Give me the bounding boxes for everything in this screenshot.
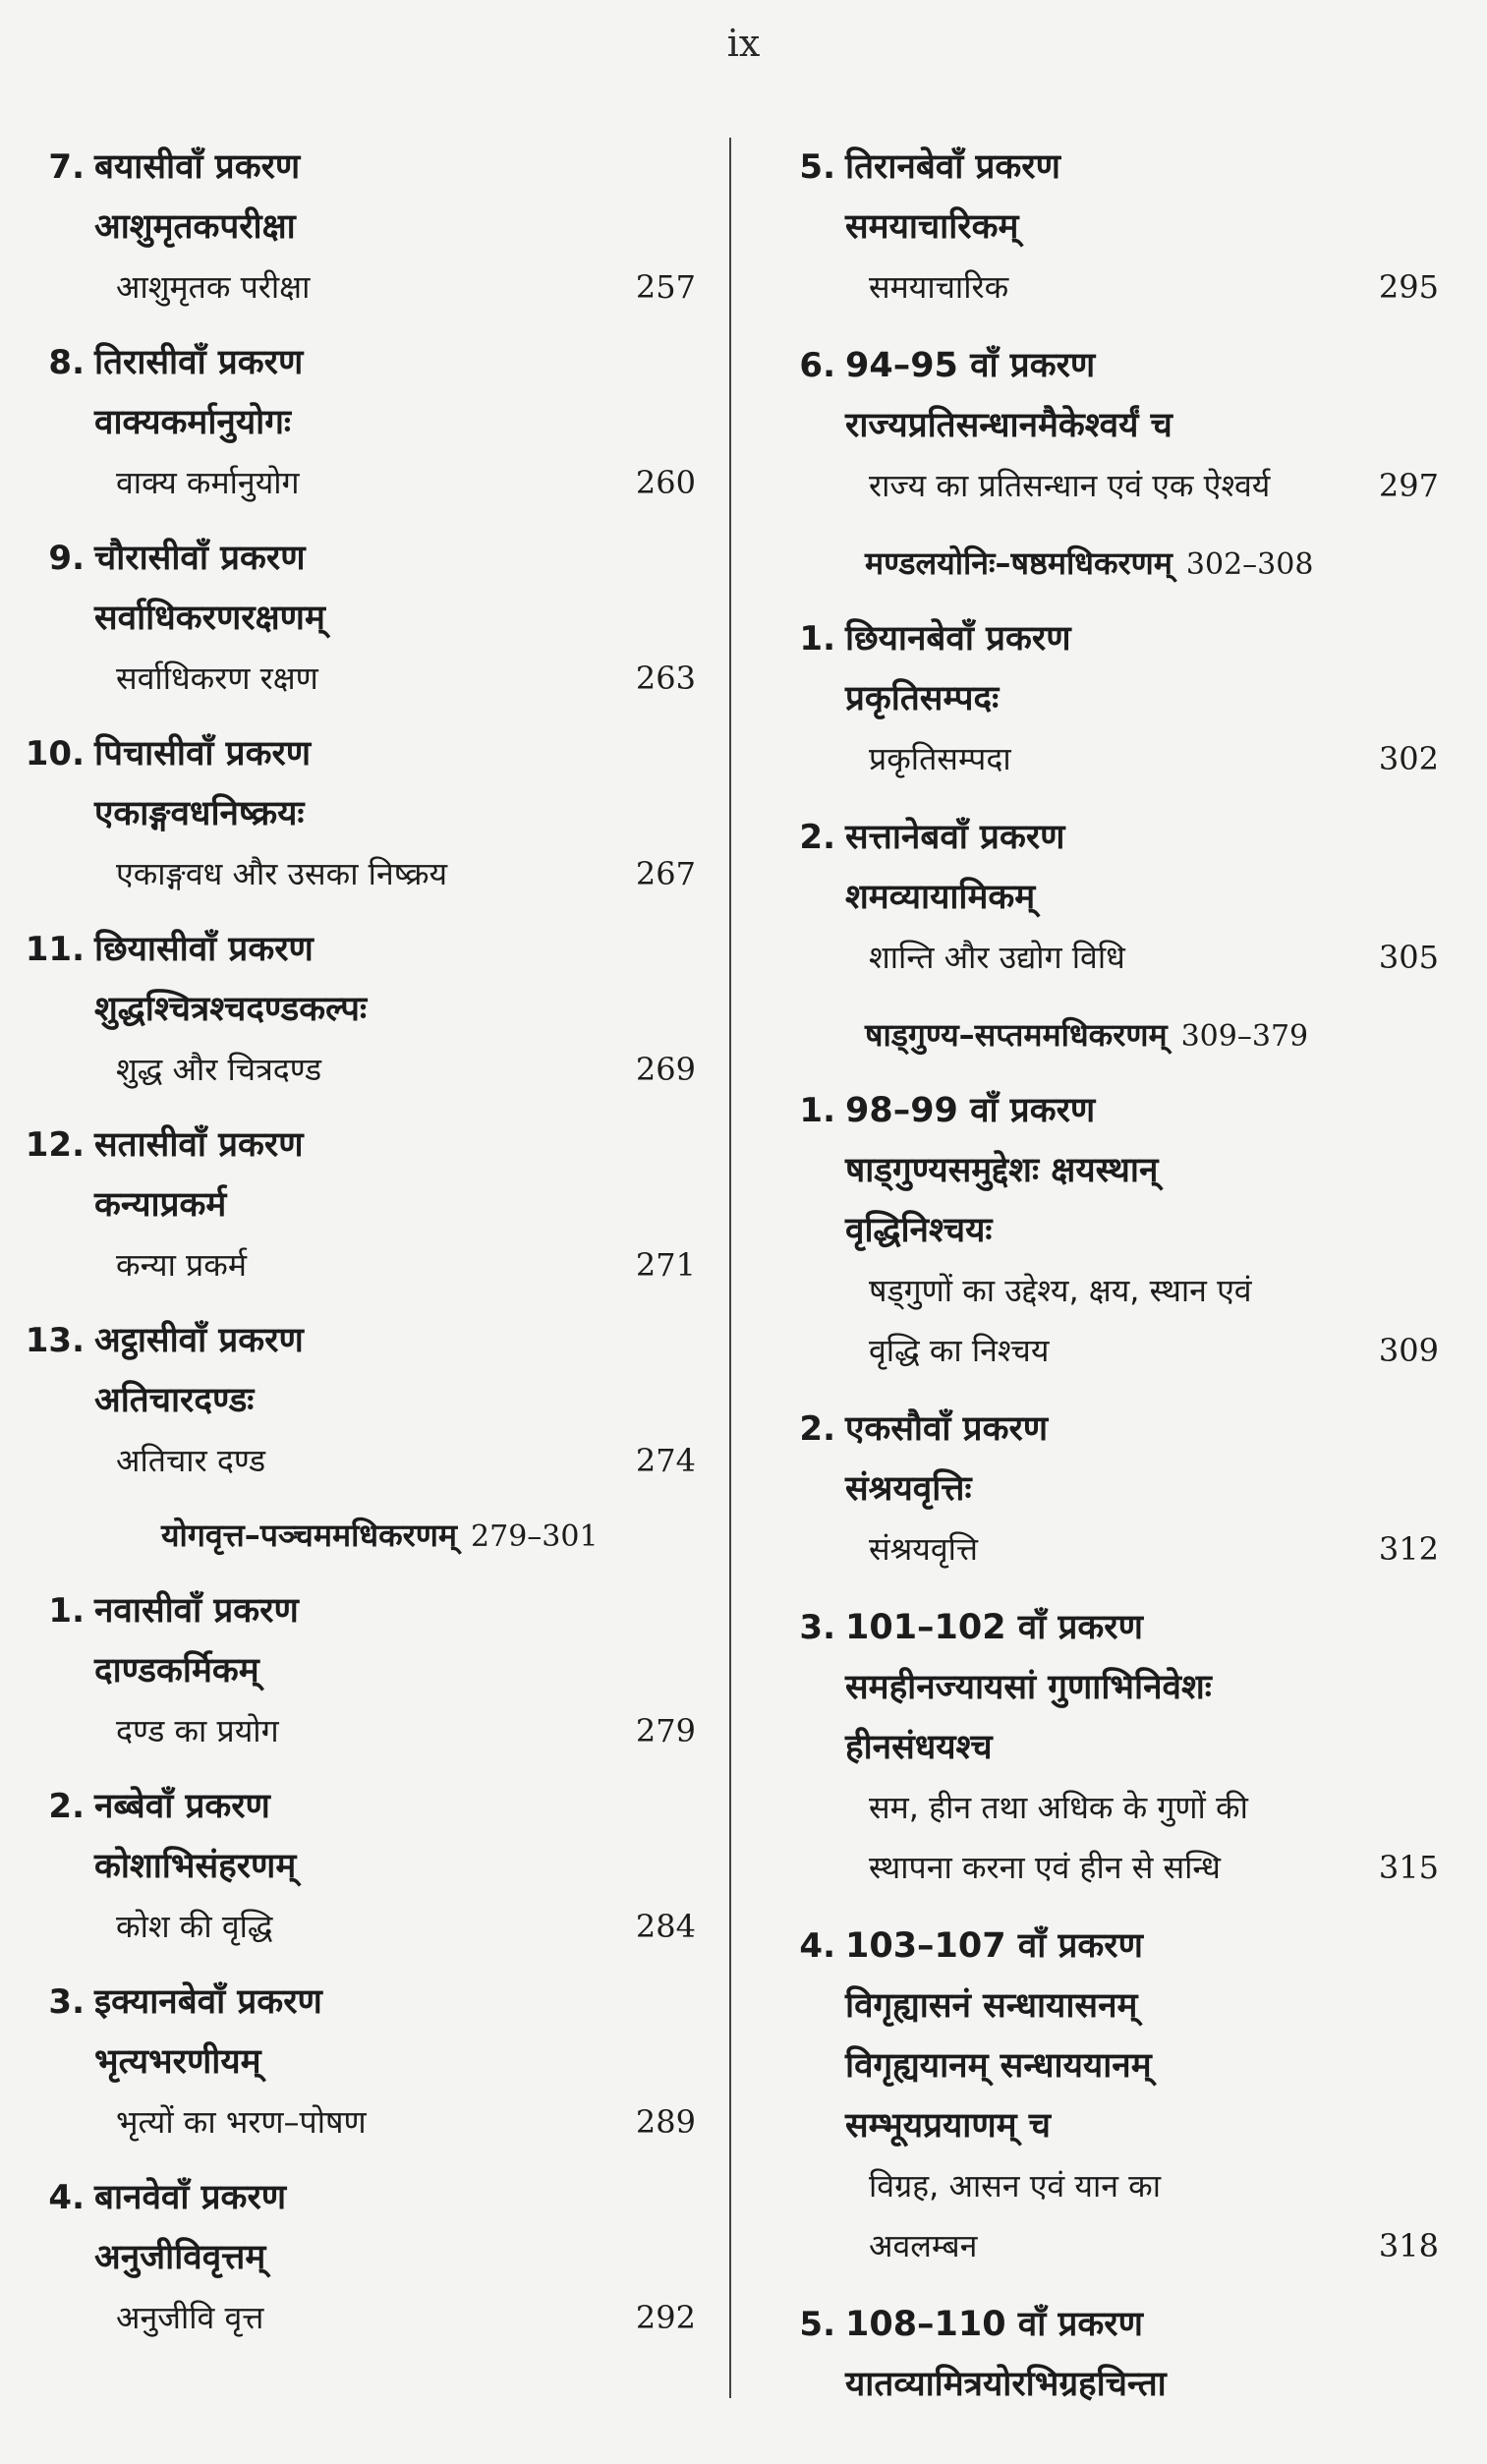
chapter-heading: [14, 1973, 702, 2033]
chapter-label: छियासीवाँ प्रकरण: [94, 930, 314, 969]
sanskrit-title: अतिचारदण्डः: [94, 1381, 255, 1420]
toc-entry: [14, 1116, 702, 1295]
sanskrit-title: सर्वाधिकरणरक्षणम्: [94, 599, 325, 638]
subtitle-text: अतिचार दण्ड: [116, 1442, 266, 1479]
entry-number: 2.: [48, 1787, 85, 1826]
entry-number: 8.: [48, 343, 85, 382]
chapter-label: तिरासीवाँ प्रकरण: [94, 343, 304, 382]
subtitle-text: प्रकृतिसम्पदा: [869, 740, 1011, 777]
hindi-subtitle: [14, 258, 702, 317]
sanskrit-title: दाण्डकर्मिकम्: [94, 1651, 259, 1690]
chapter-label: चौरासीवाँ प्रकरण: [94, 539, 306, 578]
subtitle-text: षड्गुणों का उद्देश्य, क्षय, स्थान एवं: [869, 1272, 1252, 1309]
page-ref: 305: [1378, 939, 1439, 976]
entry-number: 1.: [799, 619, 835, 659]
entry-number: 1.: [799, 1091, 835, 1130]
hindi-subtitle: [14, 2092, 702, 2152]
hindi-subtitle: [14, 453, 702, 513]
chapter-label: छियानबेवाँ प्रकरण: [845, 619, 1071, 659]
hindi-subtitle: [14, 1701, 702, 1761]
chapter-label: तिरानबेवाँ प्रकरण: [845, 147, 1060, 187]
subtitle-text: वृद्धि का निश्चय: [869, 1332, 1050, 1369]
toc-entry: [14, 529, 702, 709]
chapter-heading: [14, 2168, 702, 2228]
entry-number: 11.: [25, 930, 85, 969]
chapter-label: 101–102 वाँ प्रकरण: [845, 1608, 1143, 1647]
entry-number: 12.: [25, 1125, 85, 1165]
sanskrit-title: समयाचारिकम्: [845, 207, 1019, 247]
hindi-subtitle: [14, 1040, 702, 1100]
toc-entry: [776, 609, 1445, 789]
book-heading: [776, 535, 1445, 592]
hindi-subtitle: [14, 1431, 702, 1491]
subtitle-text: शान्ति और उद्योग विधि: [869, 939, 1125, 976]
page-ref: 269: [635, 1051, 696, 1088]
page-ref: 289: [635, 2103, 696, 2141]
chapter-heading: [776, 808, 1445, 868]
page-ref: 297: [1378, 467, 1439, 504]
column-divider: [729, 138, 731, 2398]
entry-number: 10.: [25, 734, 85, 774]
book-title: मण्डलयोनिः–षष्ठमधिकरणम्: [865, 544, 1172, 582]
chapter-label: 98–99 वाँ प्रकरण: [845, 1091, 1096, 1130]
entry-number: 4.: [799, 1926, 835, 1966]
hindi-subtitle: [776, 1778, 1445, 1838]
chapter-label: एकसौवाँ प्रकरण: [845, 1409, 1049, 1449]
hindi-subtitle: [14, 844, 702, 904]
chapter-heading: [14, 1777, 702, 1837]
toc-entry: [776, 1917, 1445, 2276]
sanskrit-title: शुद्धश्चित्रश्चदण्डकल्पः: [94, 990, 368, 1029]
subtitle-text: दण्ड का प्रयोग: [116, 1712, 279, 1749]
page-ref: 315: [1378, 1849, 1439, 1886]
chapter-heading: [776, 336, 1445, 396]
subtitle-text: कोश की वृद्धि: [116, 1908, 273, 1945]
entry-number: 2.: [799, 1409, 835, 1449]
subtitle-text: सर्वाधिकरण रक्षण: [116, 659, 318, 697]
chapter-label: बयासीवाँ प्रकरण: [94, 147, 301, 187]
page-ref: 274: [635, 1442, 696, 1479]
sanskrit-title: समहीनज्यायसां गुणाभिनिवेशः: [845, 1668, 1212, 1707]
sanskrit-title: संश्रयवृत्तिः: [845, 1469, 972, 1509]
sanskrit-title: आशुमृतकपरीक्षा: [94, 207, 296, 247]
entry-number: 2.: [799, 818, 835, 857]
hindi-subtitle: [776, 729, 1445, 789]
subtitle-text: विग्रह, आसन एवं यान का: [869, 2167, 1162, 2205]
chapter-label: 103–107 वाँ प्रकरण: [845, 1926, 1143, 1966]
page-ref: 257: [635, 268, 696, 306]
toc-entry: [776, 138, 1445, 317]
hindi-subtitle: [14, 1235, 702, 1295]
hindi-subtitle: [776, 1321, 1445, 1381]
page-ref: 312: [1378, 1530, 1439, 1568]
chapter-label: नब्बेवाँ प्रकरण: [94, 1787, 270, 1826]
toc-entry: [14, 724, 702, 904]
page-ref: 263: [635, 659, 696, 697]
hindi-subtitle: [776, 2156, 1445, 2216]
hindi-subtitle: [776, 456, 1445, 516]
page-ref: 295: [1378, 268, 1439, 306]
hindi-subtitle: [776, 1838, 1445, 1898]
sanskrit-title: विगृह्ययानम् सन्धाययानम्: [845, 2046, 1152, 2086]
page-ref: 292: [635, 2299, 696, 2336]
subtitle-text: समयाचारिक: [869, 268, 1009, 306]
toc-entry: [14, 138, 702, 317]
toc-entry: [776, 1400, 1445, 1579]
page-ref: 271: [635, 1246, 696, 1284]
page-ref: 318: [1378, 2227, 1439, 2264]
sanskrit-title: यातव्यामित्रयोरभिग्रहचिन्ता: [845, 2365, 1167, 2404]
hindi-subtitle: [776, 258, 1445, 317]
subtitle-text: सम, हीन तथा अधिक के गुणों की: [869, 1789, 1248, 1826]
chapter-heading: [14, 333, 702, 393]
hindi-subtitle: [776, 928, 1445, 988]
book-title: योगवृत्त–पञ्चममधिकरणम्: [161, 1517, 458, 1554]
subtitle-text: स्थापना करना एवं हीन से सन्धि: [869, 1849, 1221, 1886]
hindi-subtitle: [14, 1897, 702, 1957]
entry-number: 5.: [799, 147, 835, 187]
sanskrit-title: वृद्धिनिश्चयः: [845, 1211, 993, 1250]
hindi-subtitle: [14, 2288, 702, 2348]
book-heading: [776, 1006, 1445, 1063]
sanskrit-title: कन्याप्रकर्म: [94, 1185, 227, 1225]
toc-entry: [776, 808, 1445, 988]
chapter-heading: [776, 138, 1445, 198]
toc-entry: [776, 1081, 1445, 1381]
page-ref: 267: [635, 855, 696, 892]
toc-entry: [14, 1777, 702, 1957]
entry-number: 5.: [799, 2305, 835, 2344]
chapter-heading: [14, 1581, 702, 1641]
right-column: [776, 138, 1445, 2434]
sanskrit-title: सम्भूयप्रयाणम् च: [845, 2106, 1051, 2146]
sanskrit-title: विगृह्यासनं सन्धायासनम्: [845, 1986, 1138, 2026]
sanskrit-title: शमव्यायामिकम्: [845, 878, 1036, 917]
sanskrit-title: अनुजीविवृत्तम्: [94, 2238, 266, 2277]
chapter-heading: [14, 1116, 702, 1175]
sanskrit-title: वाक्यकर्मानुयोगः: [94, 403, 291, 442]
chapter-heading: [776, 2295, 1445, 2355]
chapter-heading: [14, 1311, 702, 1371]
subtitle-text: वाक्य कर्मानुयोग: [116, 464, 300, 501]
subtitle-text: अवलम्बन: [869, 2227, 978, 2264]
chapter-heading: [14, 138, 702, 198]
sanskrit-title: हीनसंधयश्च: [845, 1728, 993, 1767]
page-ref: 302: [1378, 740, 1439, 777]
toc-entry: [14, 333, 702, 513]
book-title: षाड्गुण्य–सप्तममधिकरणम्: [865, 1016, 1168, 1054]
entry-number: 9.: [48, 539, 85, 578]
chapter-heading: [776, 609, 1445, 669]
subtitle-text: कन्या प्रकर्म: [116, 1246, 247, 1284]
chapter-heading: [14, 920, 702, 980]
chapter-heading: [14, 529, 702, 589]
chapter-label: नवासीवाँ प्रकरण: [94, 1591, 299, 1631]
subtitle-text: एकाङ्गवध और उसका निष्क्रय: [116, 855, 448, 892]
sanskrit-title: एकाङ्गवधनिष्क्रयः: [94, 794, 305, 833]
subtitle-text: राज्य का प्रतिसन्धान एवं एक ऐश्वर्य: [869, 467, 1271, 504]
subtitle-text: अनुजीवि वृत्त: [116, 2299, 264, 2336]
page-ref: 284: [635, 1908, 696, 1945]
toc-entry: [776, 1598, 1445, 1898]
entry-number: 6.: [799, 346, 835, 385]
page-ref: 260: [635, 464, 696, 501]
entry-number: 4.: [48, 2178, 85, 2217]
toc-entry: [776, 336, 1445, 516]
sanskrit-title: प्रकृतिसम्पदः: [845, 679, 1000, 718]
hindi-subtitle: [776, 1261, 1445, 1321]
page-ref: 279: [635, 1712, 696, 1749]
toc-entry: [14, 1311, 702, 1491]
entry-number: 1.: [48, 1591, 85, 1631]
chapter-heading: [776, 1400, 1445, 1460]
entry-number: 3.: [799, 1608, 835, 1647]
book-heading: [14, 1507, 702, 1564]
page-number: ix: [726, 22, 761, 65]
chapter-label: इक्यानबेवाँ प्रकरण: [94, 1982, 322, 2022]
chapter-label: बानवेवाँ प्रकरण: [94, 2178, 287, 2217]
chapter-label: 94–95 वाँ प्रकरण: [845, 346, 1096, 385]
subtitle-text: संश्रयवृत्ति: [869, 1530, 979, 1568]
chapter-heading: [14, 724, 702, 784]
subtitle-text: आशुमृतक परीक्षा: [116, 268, 311, 306]
hindi-subtitle: [776, 1519, 1445, 1579]
chapter-heading: [776, 1081, 1445, 1141]
page-ref: 309: [1378, 1332, 1439, 1369]
chapter-label: अट्ठासीवाँ प्रकरण: [94, 1321, 304, 1360]
chapter-label: सतासीवाँ प्रकरण: [94, 1125, 304, 1165]
chapter-heading: [776, 1598, 1445, 1658]
toc-entry: [14, 1973, 702, 2152]
entry-number: 13.: [25, 1321, 85, 1360]
sanskrit-title: राज्यप्रतिसन्धानमैकेश्वर्यं च: [845, 406, 1172, 445]
sanskrit-title: भृत्यभरणीयम्: [94, 2042, 261, 2082]
entry-number: 7.: [48, 147, 85, 187]
hindi-subtitle: [776, 2216, 1445, 2276]
toc-entry: [14, 920, 702, 1100]
subtitle-text: भृत्यों का भरण–पोषण: [116, 2103, 367, 2141]
chapter-label: सत्तानेबवाँ प्रकरण: [845, 818, 1065, 857]
book-page-range: 302–308: [1185, 547, 1314, 582]
sanskrit-title: कोशाभिसंहरणम्: [94, 1847, 297, 1886]
chapter-label: पिचासीवाँ प्रकरण: [94, 734, 312, 774]
toc-entry: [14, 1581, 702, 1761]
left-column: [14, 138, 702, 2364]
toc-entry: [776, 2295, 1445, 2415]
chapter-heading: [776, 1917, 1445, 1977]
book-page-range: 279–301: [471, 1519, 599, 1554]
entry-number: 3.: [48, 1982, 85, 2022]
sanskrit-title: षाड्गुण्यसमुद्देशः क्षयस्थान्: [845, 1151, 1159, 1190]
book-page-range: 309–379: [1180, 1019, 1309, 1054]
chapter-label: 108–110 वाँ प्रकरण: [845, 2305, 1143, 2344]
subtitle-text: शुद्ध और चित्रदण्ड: [116, 1051, 322, 1088]
hindi-subtitle: [14, 649, 702, 709]
toc-entry: [14, 2168, 702, 2348]
